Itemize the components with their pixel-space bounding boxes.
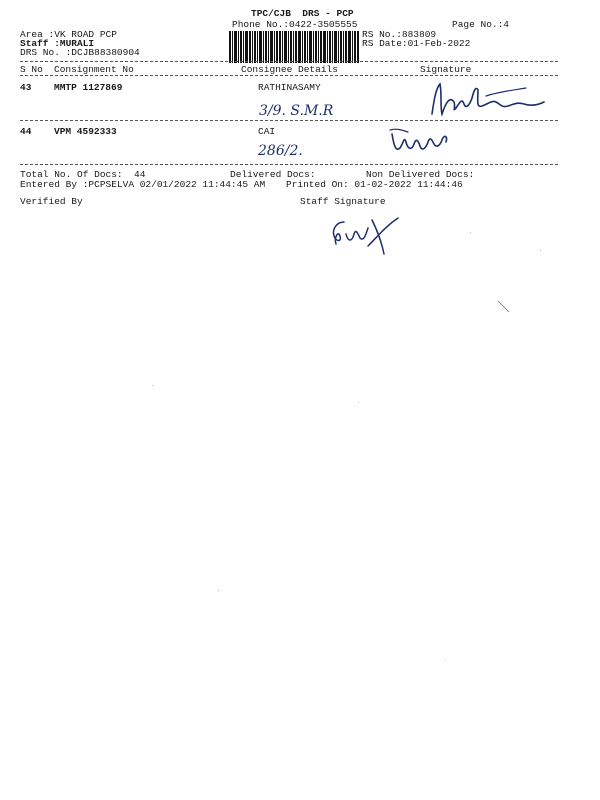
header-divider-top: [20, 61, 558, 62]
scan-speck: [540, 250, 541, 251]
scan-mark: [497, 300, 511, 314]
recipient-signature-43: [426, 80, 556, 120]
staff-signature: [326, 212, 406, 262]
delivered-docs: Delivered Docs:: [230, 169, 316, 180]
row-consignee: RATHINASAMY: [258, 82, 321, 93]
non-delivered-docs: Non Delivered Docs:: [366, 169, 475, 180]
staff-signature-label: Staff Signature: [300, 196, 386, 207]
verified-by-label: Verified By: [20, 196, 83, 207]
column-signature: Signature: [420, 64, 472, 75]
row-consignee: CAI: [258, 126, 276, 137]
entered-by: Entered By :PCPSELVA 02/01/2022 11:44:45 AM: [20, 179, 266, 190]
row-divider: [20, 120, 558, 121]
row-sno: 44: [20, 126, 32, 137]
row-consignment: MMTP 1127869: [54, 82, 123, 93]
printed-on: Printed On: 01-02-2022 11:44:46: [286, 179, 463, 190]
column-sno: S No: [20, 64, 43, 75]
column-consignee: Consignee Details: [241, 64, 338, 75]
rs-date: RS Date:01-Feb-2022: [362, 38, 471, 49]
table-bottom-divider: [20, 164, 558, 165]
row-handwritten-note: 286/2.: [258, 143, 303, 159]
barcode: [229, 31, 359, 63]
total-docs: Total No. Of Docs: 44: [20, 169, 146, 180]
row-handwritten-note: 3/9. S.M.R: [259, 103, 334, 119]
row-sno: 43: [20, 82, 32, 93]
scan-speck: [445, 660, 446, 661]
rs-number: RS No.:883809: [362, 29, 437, 40]
drs-number: DRS No. :DCJB88380904: [20, 47, 140, 58]
phone-number: Phone No.:0422-3505555: [232, 19, 358, 30]
area-label: Area :VK ROAD PCP: [20, 29, 117, 40]
scan-speck: [358, 402, 359, 403]
page-number: Page No.:4: [452, 19, 510, 30]
staff-label: Staff :MURALI: [20, 38, 95, 49]
scan-speck: [152, 385, 153, 386]
row-consignment: VPM 4592333: [54, 126, 117, 137]
column-consignment: Consignment No: [54, 64, 134, 75]
document-title: TPC/CJB DRS - PCP: [251, 8, 354, 19]
scan-speck: [218, 590, 219, 591]
scan-speck: [470, 232, 471, 233]
header-divider-bottom: [20, 75, 558, 76]
recipient-signature-44: [386, 124, 456, 160]
